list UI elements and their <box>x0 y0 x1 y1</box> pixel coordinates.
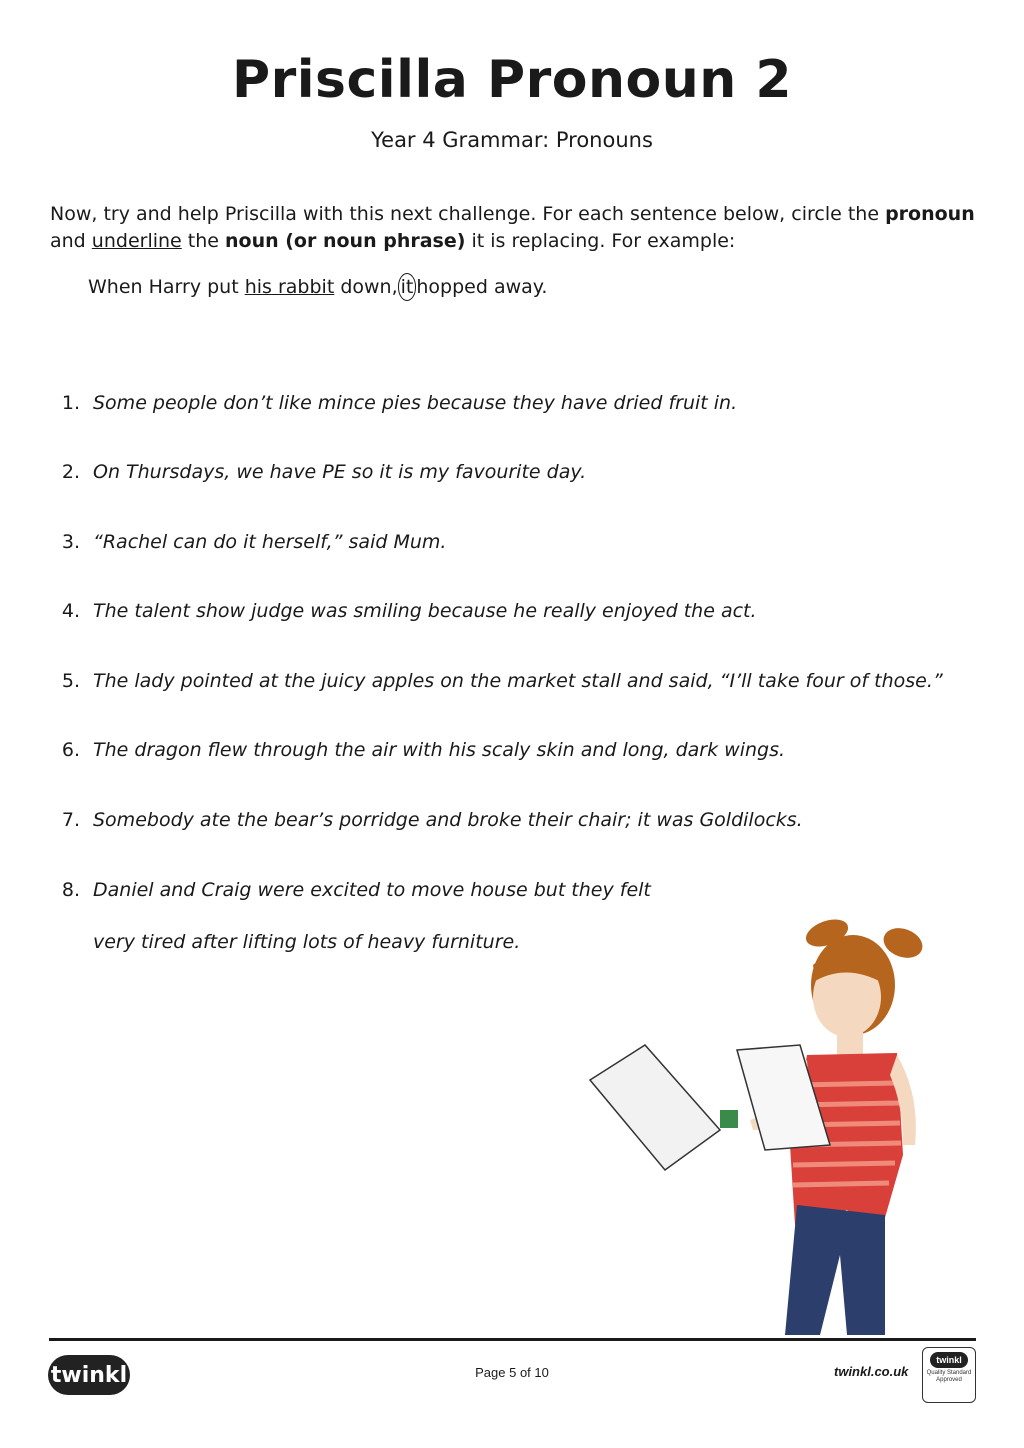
question-text: Daniel and Craig were excited to move house but they felt <box>93 879 651 901</box>
instructions-text-2: and <box>50 230 92 252</box>
question-text: Somebody ate the bear’s porridge and broke their chair; it was Goldilocks. <box>93 809 803 831</box>
example-underlined-noun: his rabbit <box>244 276 335 298</box>
instructions-text-4: it is replacing. For example: <box>465 230 736 252</box>
badge-text-1: Quality Standard <box>926 1370 972 1376</box>
example-middle: down, <box>334 276 398 298</box>
page-number: Page 5 of 10 <box>475 1365 549 1380</box>
question-text: On Thursdays, we have PE so it is my favourite day. <box>93 461 587 483</box>
girl-reading-illustration <box>585 905 930 1335</box>
badge-text-2: Approved <box>936 1377 962 1383</box>
quality-standard-badge <box>922 1347 976 1403</box>
page-title: Priscilla Pronoun 2 <box>231 50 793 110</box>
example-after: hopped away. <box>416 276 548 298</box>
instructions-bold-noun: noun (or noun phrase) <box>225 230 466 252</box>
question-text: The dragon flew through the air with his scaly skin and long, dark wings. <box>93 739 786 761</box>
example-circled-pronoun: it <box>398 273 417 301</box>
instructions-underline-word: underline <box>91 230 182 252</box>
question-text: The talent show judge was smiling because he really enjoyed the act. <box>93 600 757 622</box>
question-text: “Rachel can do it herself,” said Mum. <box>93 531 447 553</box>
question-text: The lady pointed at the juicy apples on the market stall and said, “I’ll take four of those.” <box>93 670 943 692</box>
page-subtitle: Year 4 Grammar: Pronouns <box>371 128 653 152</box>
question-number: 4. <box>61 600 80 622</box>
twinkl-logo: twinkl <box>48 1355 130 1395</box>
badge-logo: twinkl <box>930 1352 968 1368</box>
instructions-text-1: Now, try and help Priscilla with this next challenge. For each sentence below, circle the <box>50 203 886 225</box>
instructions <box>50 201 990 255</box>
question-text: Some people don’t like mince pies because they have dried fruit in. <box>93 392 738 414</box>
question-number: 5. <box>61 670 80 692</box>
example-before: When Harry put <box>88 276 245 298</box>
example-sentence <box>88 272 547 302</box>
question-number: 8. <box>61 879 80 901</box>
question-number: 1. <box>61 392 80 414</box>
instructions-bold-pronoun: pronoun <box>885 203 975 225</box>
question-8-continued: very tired after lifting lots of heavy furniture. <box>93 931 521 953</box>
question-number: 2. <box>61 461 80 483</box>
question-number: 7. <box>61 809 80 831</box>
instructions-text-3: the <box>181 230 225 252</box>
site-url: twinkl.co.uk <box>834 1364 909 1379</box>
question-number: 3. <box>61 531 80 553</box>
footer-divider <box>49 1338 976 1341</box>
question-number: 6. <box>61 739 80 761</box>
